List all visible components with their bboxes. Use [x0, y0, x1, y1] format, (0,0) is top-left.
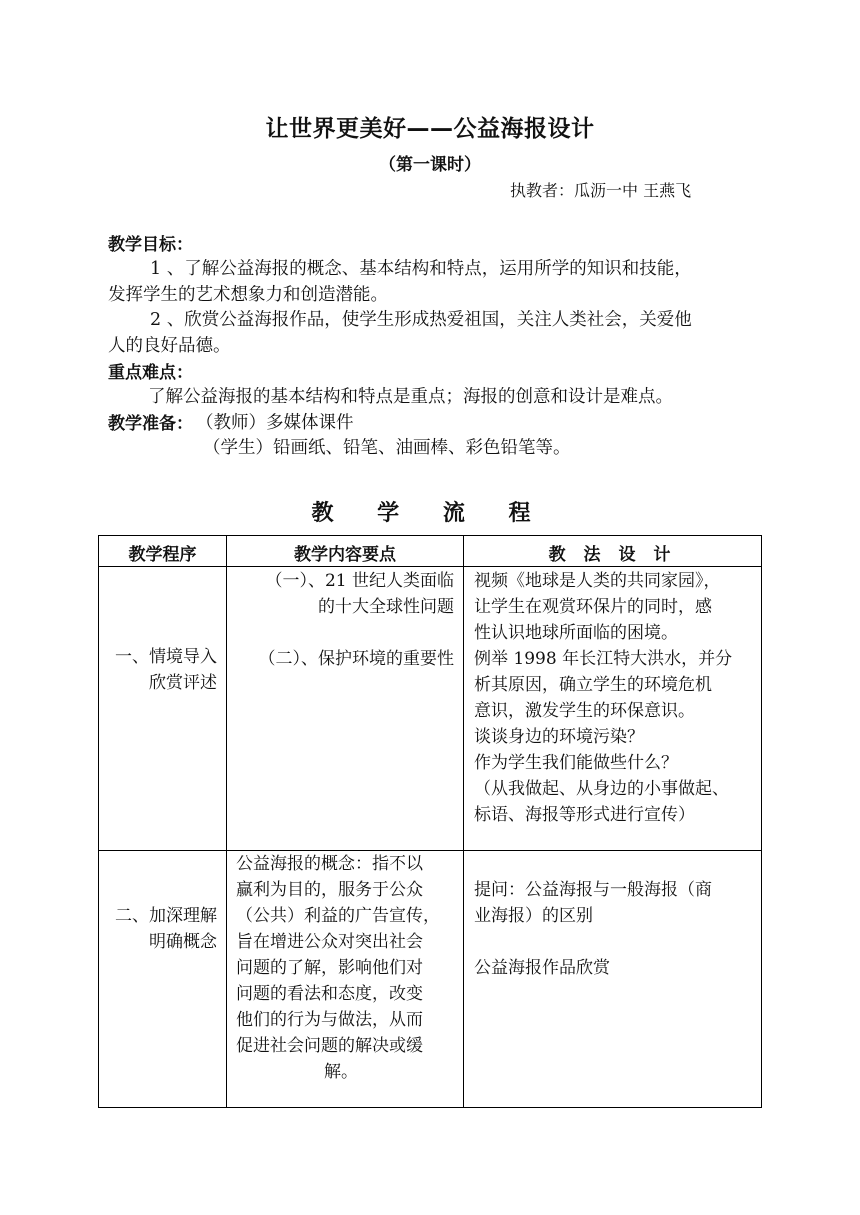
table-col-divider-2	[463, 535, 464, 1108]
row1-procedure-line-2: 欣赏评述	[149, 673, 217, 693]
preparation-teacher: （教师）多媒体课件	[196, 413, 354, 433]
row1-content	[230, 568, 454, 672]
flow-title: 教 学 流 程	[311, 501, 549, 526]
document-title: 让世界更美好——公益海报设计	[265, 116, 595, 142]
row1-procedure-line-1: 一、情境导入	[115, 647, 217, 667]
row2-content-line-3: （公共）利益的广告宣传，	[236, 906, 440, 926]
row2-method-line-3: 公益海报作品欣赏	[474, 958, 610, 978]
row2-content-line-9: 解。	[324, 1062, 358, 1082]
header-procedure: 教学程序	[128, 545, 197, 565]
row1-content-line-1: （一）、21 世纪人类面临	[265, 571, 454, 591]
row1-method-line-10: 标语、海报等形式进行宣传）	[474, 805, 695, 825]
objective-line-1: 1 、了解公益海报的概念、基本结构和特点，运用所学的知识和技能，	[150, 259, 692, 279]
header-method: 教 法 设 计	[548, 545, 677, 565]
row1-method-line-2: 让学生在观赏环保片的同时，感	[474, 597, 712, 617]
row1-method-line-1: 视频《地球是人类的共同家园》，	[474, 571, 721, 591]
table-border-right	[761, 535, 762, 1108]
row2-content-line-8: 促进社会问题的解决或缓	[236, 1036, 423, 1056]
row1-content-spacer	[230, 620, 454, 646]
row1-method-line-4: 例举 1998 年长江特大洪水，并分	[474, 649, 733, 669]
row2-method	[474, 877, 712, 981]
row2-method-line-2: 业海报）的区别	[474, 906, 593, 926]
table-border-left	[98, 535, 99, 1108]
row1-method-line-7: 谈谈身边的环境污染？	[474, 727, 644, 747]
document-subtitle: （第一课时）	[379, 155, 481, 175]
row1-method-line-3: 性认识地球所面临的困境。	[474, 623, 678, 643]
row2-procedure-line-2: 明确概念	[149, 932, 217, 952]
row2-content-line-1: 公益海报的概念：指不以	[236, 854, 423, 874]
row2-content	[236, 851, 440, 1085]
key-points-heading: 重点难点：	[108, 363, 193, 383]
table-border-top	[98, 535, 762, 536]
table-col-divider-1	[226, 535, 227, 1108]
row2-procedure-line-1: 二、加深理解	[115, 906, 217, 926]
row2-procedure	[99, 903, 217, 955]
row2-method-spacer	[474, 929, 712, 955]
row1-procedure	[99, 644, 217, 696]
table-border-bottom	[98, 1107, 762, 1108]
row2-content-line-7: 他们的行为与做法，从而	[236, 1010, 423, 1030]
preparation-heading: 教学准备：	[108, 414, 193, 434]
objective-line-4: 人的良好品德。	[108, 336, 231, 356]
objective-line-2: 发挥学生的艺术想象力和创造潜能。	[108, 285, 388, 305]
row1-method-line-8: 作为学生我们能做些什么？	[474, 753, 678, 773]
preparation-student: （学生）铅画纸、铅笔、油画棒、彩色铅笔等。	[203, 438, 571, 458]
header-content: 教学内容要点	[294, 545, 396, 565]
objective-line-3: 2 、欣赏公益海报作品，使学生形成热爱祖国，关注人类社会，关爱他	[150, 310, 692, 330]
row2-content-line-6: 问题的看法和态度，改变	[236, 984, 423, 1004]
row1-method-line-6: 意识，激发学生的环保意识。	[474, 701, 695, 721]
row1-method	[474, 568, 732, 828]
row2-content-line-2: 赢利为目的，服务于公众	[236, 880, 423, 900]
row1-content-line-3: （二）、保护环境的重要性	[258, 649, 454, 669]
objectives-heading: 教学目标：	[108, 235, 193, 255]
row2-method-line-1: 提问：公益海报与一般海报（商	[474, 880, 712, 900]
row1-method-line-5: 析其原因，确立学生的环境危机	[474, 675, 712, 695]
row2-content-line-4: 旨在增进公众对突出社会	[236, 932, 423, 952]
key-points-text: 了解公益海报的基本结构和特点是重点；海报的创意和设计是难点。	[148, 387, 673, 407]
row1-content-line-2: 的十大全球性问题	[318, 597, 454, 617]
row1-method-line-9: （从我做起、从身边的小事做起、	[474, 779, 729, 799]
teacher-info: 执教者：瓜沥一中 王燕飞	[510, 181, 692, 200]
table-header-divider	[98, 566, 762, 567]
row2-content-line-5: 问题的了解，影响他们对	[236, 958, 423, 978]
